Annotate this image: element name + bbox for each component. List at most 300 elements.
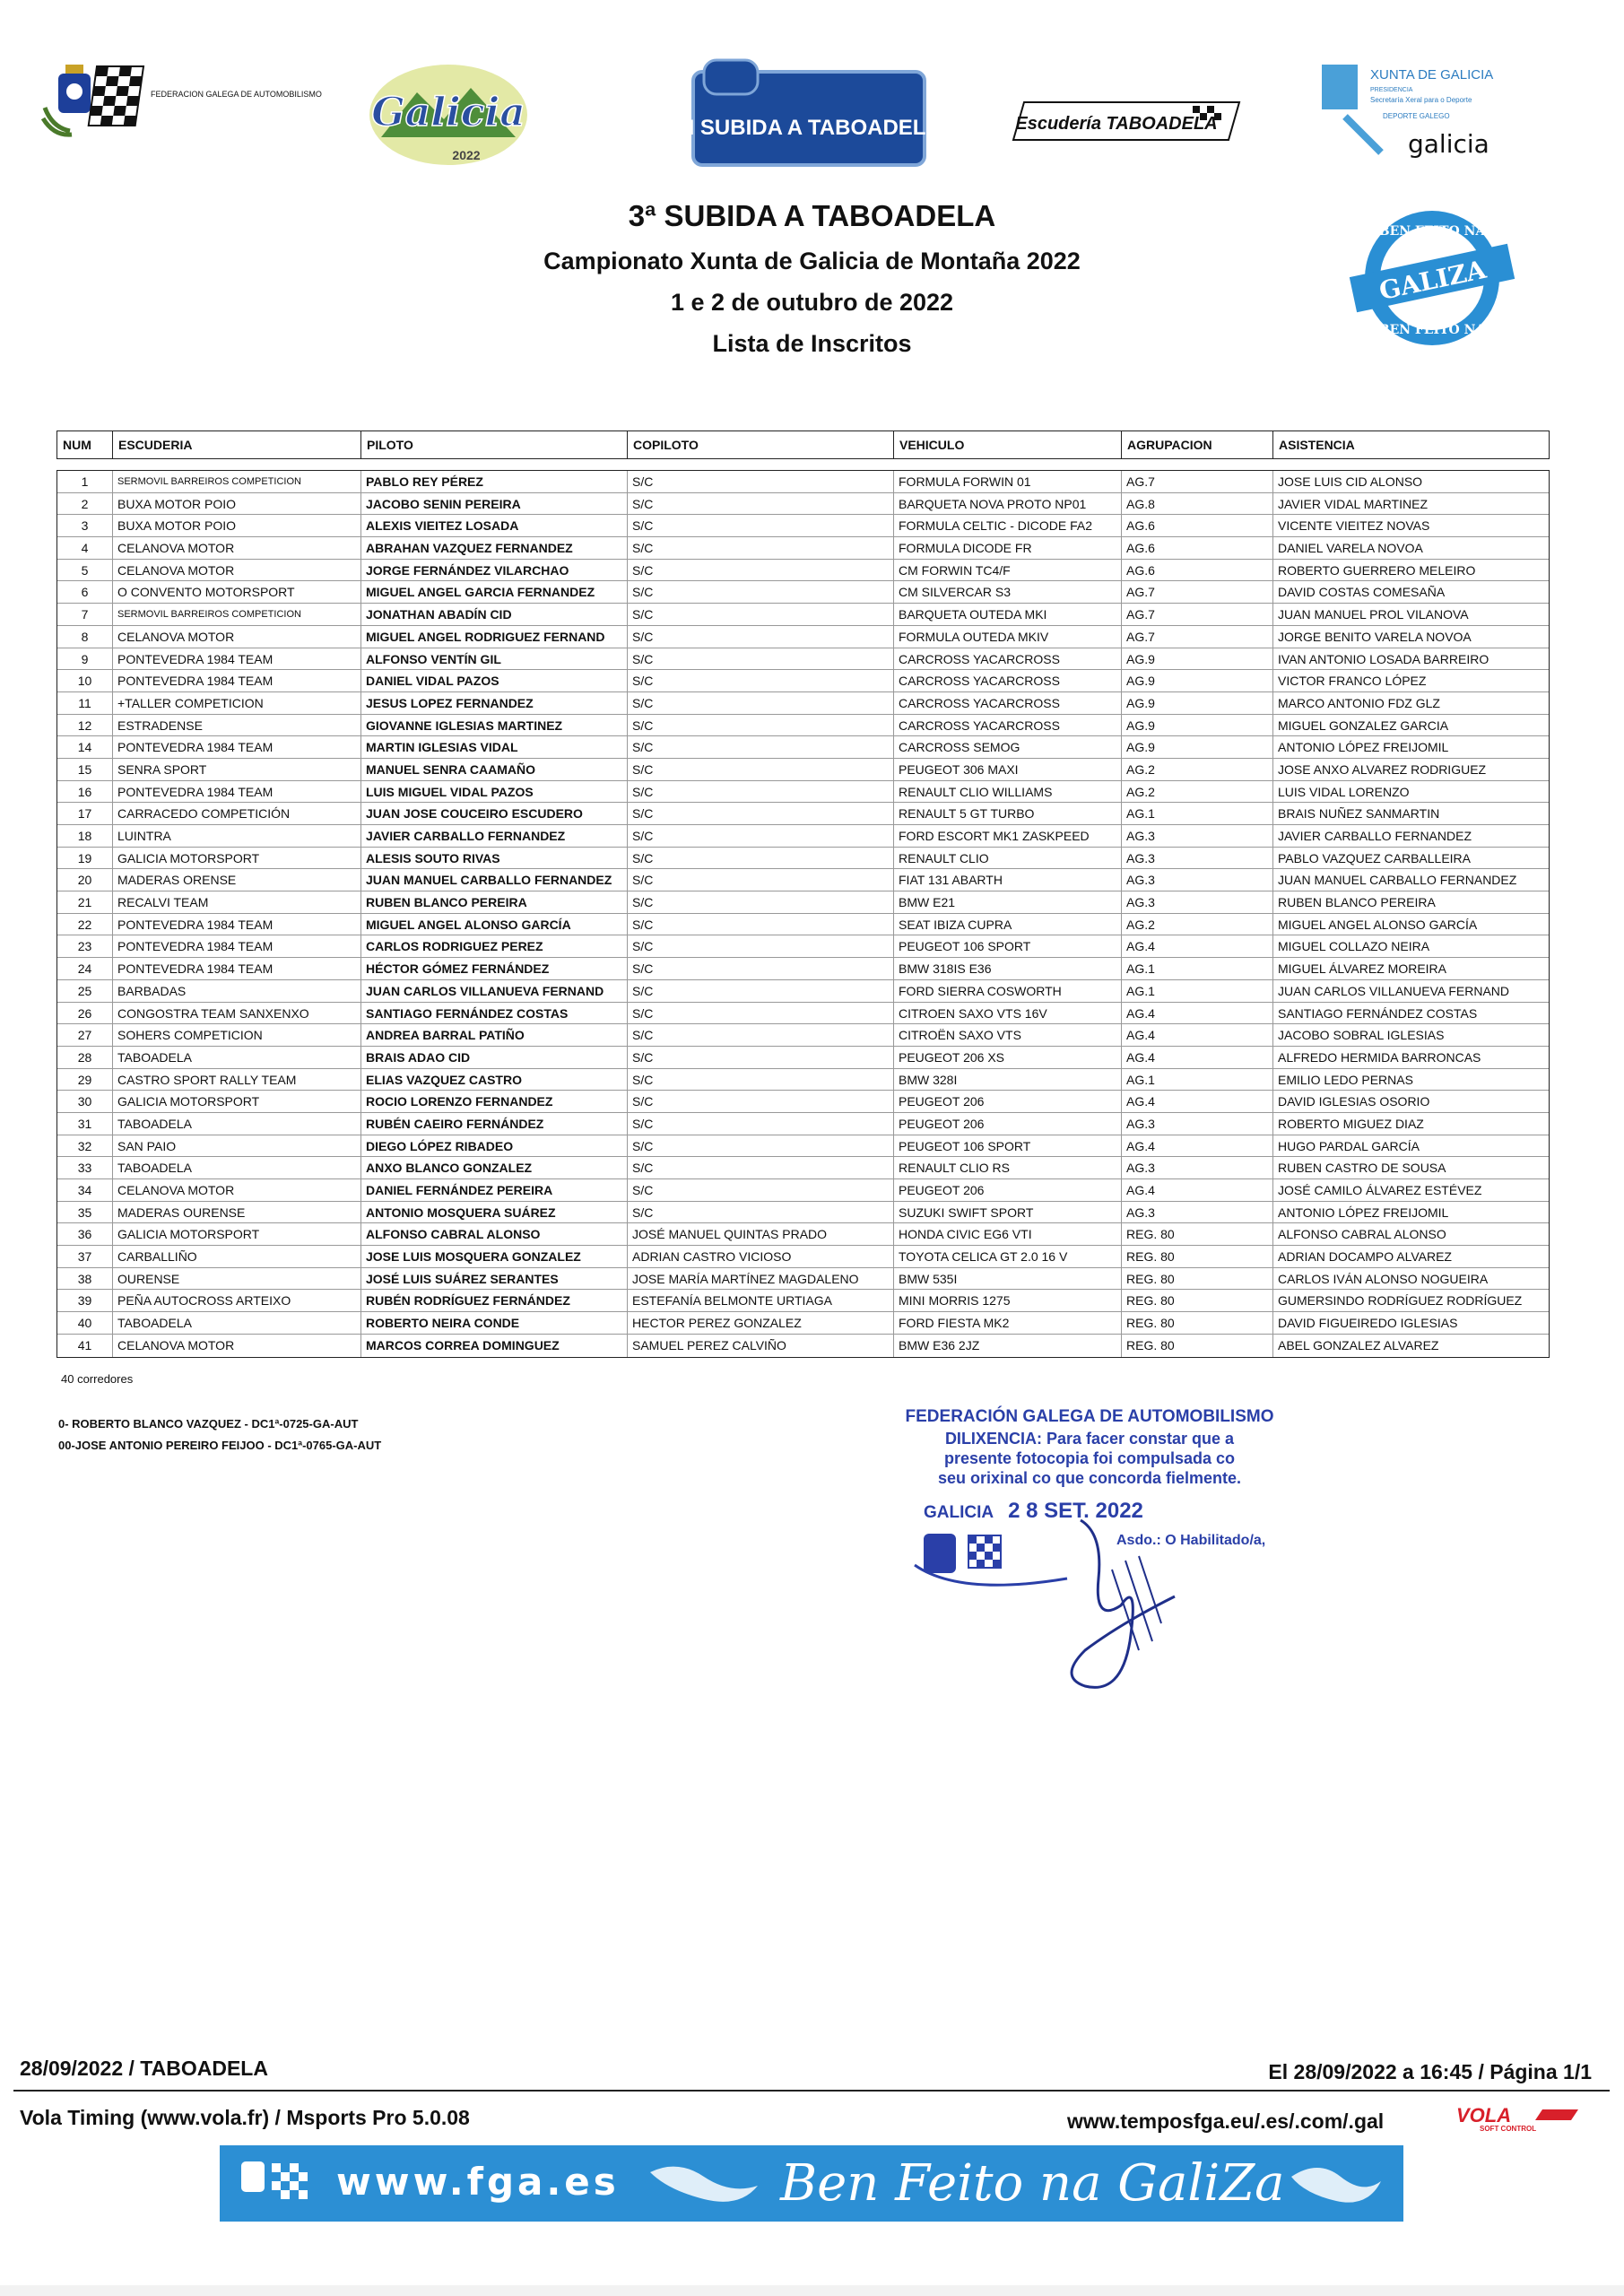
- cell-agrupacion: AG.9: [1122, 648, 1273, 670]
- cell-copiloto: SAMUEL PEREZ CALVIÑO: [628, 1335, 894, 1357]
- cell-agrupacion: AG.3: [1122, 825, 1273, 847]
- cell-copiloto: S/C: [628, 935, 894, 957]
- cell-copiloto: S/C: [628, 891, 894, 913]
- table-row: [57, 1135, 1549, 1158]
- cell-asistencia: JAVIER VIDAL MARTINEZ: [1278, 496, 1428, 511]
- cell-vehiculo: HONDA CIVIC EG6 VTI: [894, 1223, 1122, 1245]
- cell-copiloto: S/C: [628, 825, 894, 847]
- cell-copiloto: S/C: [628, 1179, 894, 1201]
- cell-asistencia: RUBEN BLANCO PEREIRA: [1278, 895, 1436, 910]
- cell-copiloto: S/C: [628, 914, 894, 935]
- cell-escuderia: SAN PAIO: [113, 1135, 361, 1157]
- cell-num: 20: [57, 869, 113, 891]
- footer-software: Vola Timing (www.vola.fr) / Msports Pro 5.0.08: [20, 2106, 470, 2129]
- vola-brand: VOLA: [1456, 2104, 1512, 2126]
- cell-piloto: ROCIO LORENZO FERNANDEZ: [361, 1091, 628, 1112]
- cell-agrupacion: REG. 80: [1122, 1312, 1273, 1334]
- cell-agrupacion: AG.7: [1122, 604, 1273, 625]
- table-row: [57, 980, 1549, 1003]
- cell-escuderia: PONTEVEDRA 1984 TEAM: [113, 670, 361, 691]
- cell-vehiculo: FORD ESCORT MK1 ZASKPEED: [894, 825, 1122, 847]
- cell-vehiculo: FORD SIERRA COSWORTH: [894, 980, 1122, 1002]
- cell-num: 30: [57, 1091, 113, 1112]
- cell-piloto: DANIEL VIDAL PAZOS: [361, 670, 628, 691]
- cell-agrupacion: AG.6: [1122, 537, 1273, 559]
- cell-asistencia: HUGO PARDAL GARCÍA: [1278, 1138, 1420, 1153]
- cell-asistencia: DAVID IGLESIAS OSORIO: [1278, 1094, 1430, 1109]
- cell-asistencia: IVAN ANTONIO LOSADA BARREIRO: [1278, 651, 1489, 666]
- cell-num: 23: [57, 935, 113, 957]
- cell-asistencia: JUAN MANUEL PROL VILANOVA: [1278, 607, 1469, 622]
- cell-num: 16: [57, 781, 113, 803]
- cell-escuderia: CONGOSTRA TEAM SANXENXO: [113, 1003, 361, 1024]
- cell-escuderia: RECALVI TEAM: [113, 891, 361, 913]
- table-row: [57, 537, 1549, 560]
- cell-escuderia: CELANOVA MOTOR: [113, 1179, 361, 1201]
- cell-piloto: GIOVANNE IGLESIAS MARTINEZ: [361, 715, 628, 736]
- cell-num: 27: [57, 1024, 113, 1046]
- cell-num: 36: [57, 1223, 113, 1245]
- cell-num: 6: [57, 581, 113, 603]
- cell-piloto: MARCOS CORREA DOMINGUEZ: [361, 1335, 628, 1357]
- cell-piloto: JOSE LUIS MOSQUERA GONZALEZ: [361, 1246, 628, 1267]
- cell-copiloto: S/C: [628, 869, 894, 891]
- stamp-line-3: seu orixinal co que concorda fielmente.: [937, 1469, 1242, 1487]
- cell-copiloto: S/C: [628, 958, 894, 979]
- cell-agrupacion: AG.3: [1122, 869, 1273, 891]
- cell-num: 28: [57, 1047, 113, 1068]
- cell-num: 12: [57, 715, 113, 736]
- cell-agrupacion: REG. 80: [1122, 1223, 1273, 1245]
- cell-num: 21: [57, 891, 113, 913]
- cell-escuderia: GALICIA MOTORSPORT: [113, 1091, 361, 1112]
- cell-copiloto: S/C: [628, 692, 894, 714]
- cell-agrupacion: AG.3: [1122, 848, 1273, 869]
- banner-galicia-map-icon: [641, 2154, 767, 2213]
- cell-copiloto: S/C: [628, 781, 894, 803]
- header-num: NUM: [57, 431, 113, 458]
- table-row: [57, 958, 1549, 980]
- xunta-line5: galicia: [1408, 129, 1489, 159]
- cell-copiloto: S/C: [628, 1024, 894, 1046]
- cell-vehiculo: PEUGEOT 206: [894, 1179, 1122, 1201]
- cell-num: 3: [57, 515, 113, 536]
- cell-piloto: ANTONIO MOSQUERA SUÁREZ: [361, 1202, 628, 1223]
- cell-vehiculo: BMW 318IS E36: [894, 958, 1122, 979]
- cell-asistencia: ALFREDO HERMIDA BARRONCAS: [1278, 1049, 1481, 1065]
- cell-vehiculo: CARCROSS YACARCROSS: [894, 648, 1122, 670]
- cell-vehiculo: CARCROSS YACARCROSS: [894, 692, 1122, 714]
- table-row: [57, 471, 1549, 493]
- table-row: [57, 935, 1549, 958]
- cell-agrupacion: AG.8: [1122, 493, 1273, 515]
- table-row: [57, 560, 1549, 582]
- cell-copiloto: S/C: [628, 1202, 894, 1223]
- scan-bottom-edge: [0, 2285, 1624, 2296]
- table-row: [57, 581, 1549, 604]
- cell-asistencia: LUIS VIDAL LORENZO: [1278, 784, 1410, 799]
- cell-agrupacion: AG.4: [1122, 935, 1273, 957]
- cell-escuderia: CELANOVA MOTOR: [113, 626, 361, 648]
- cell-asistencia: ABEL GONZALEZ ALVAREZ: [1278, 1337, 1439, 1352]
- cell-asistencia: DAVID COSTAS COMESAÑA: [1278, 585, 1446, 600]
- cell-escuderia: CELANOVA MOTOR: [113, 560, 361, 581]
- cell-asistencia: CARLOS IVÁN ALONSO NOGUEIRA: [1278, 1271, 1489, 1286]
- cell-escuderia: GALICIA MOTORSPORT: [113, 848, 361, 869]
- cell-vehiculo: CARCROSS SEMOG: [894, 736, 1122, 758]
- cell-vehiculo: RENAULT 5 GT TURBO: [894, 803, 1122, 824]
- table-header: [56, 430, 1550, 459]
- cell-agrupacion: REG. 80: [1122, 1268, 1273, 1290]
- cell-num: 8: [57, 626, 113, 648]
- cell-piloto: DANIEL FERNÁNDEZ PEREIRA: [361, 1179, 628, 1201]
- cell-asistencia: GUMERSINDO RODRÍGUEZ RODRÍGUEZ: [1278, 1293, 1523, 1309]
- cell-piloto: LUIS MIGUEL VIDAL PAZOS: [361, 781, 628, 803]
- table-row: [57, 515, 1549, 537]
- cell-vehiculo: RENAULT CLIO: [894, 848, 1122, 869]
- cell-asistencia: JAVIER CARBALLO FERNANDEZ: [1278, 829, 1472, 843]
- cell-num: 19: [57, 848, 113, 869]
- cell-copiloto: S/C: [628, 537, 894, 559]
- stamp-place: GALICIA: [924, 1503, 994, 1522]
- cell-asistencia: ROBERTO GUERRERO MELEIRO: [1278, 562, 1476, 578]
- cell-escuderia: PEÑA AUTOCROSS ARTEIXO: [113, 1290, 361, 1311]
- cell-vehiculo: CARCROSS YACARCROSS: [894, 670, 1122, 691]
- cell-agrupacion: AG.7: [1122, 626, 1273, 648]
- cell-escuderia: PONTEVEDRA 1984 TEAM: [113, 914, 361, 935]
- entries-table: [56, 470, 1550, 1358]
- table-row: [57, 648, 1549, 671]
- cell-vehiculo: FORMULA CELTIC - DICODE FA2: [894, 515, 1122, 536]
- cell-asistencia: DANIEL VARELA NOVOA: [1278, 541, 1423, 556]
- cell-asistencia: JORGE BENITO VARELA NOVOA: [1278, 629, 1472, 644]
- cell-copiloto: S/C: [628, 980, 894, 1002]
- subida-logo-text: III SUBIDA A TABOADELA: [676, 116, 942, 140]
- fga-logo-text: FEDERACION GALEGA DE AUTOMOBILISMO: [151, 90, 322, 99]
- table-row: [57, 493, 1549, 516]
- cell-asistencia: SANTIAGO FERNÁNDEZ COSTAS: [1278, 1005, 1478, 1021]
- table-row: [57, 848, 1549, 870]
- cell-copiloto: S/C: [628, 670, 894, 691]
- cell-escuderia: SERMOVIL BARREIROS COMPETICION: [113, 604, 361, 625]
- stamp-signatory: Asdo.: O Habilitado/a,: [1116, 1533, 1266, 1548]
- cell-num: 24: [57, 958, 113, 979]
- note-line-2: 00-JOSE ANTONIO PEREIRO FEIJOO - DC1ª-0765-GA-AUT: [58, 1439, 382, 1452]
- fga-banner: [220, 2145, 1403, 2222]
- table-row: [57, 1047, 1549, 1069]
- cell-num: 1: [57, 471, 113, 492]
- cell-agrupacion: AG.4: [1122, 1047, 1273, 1068]
- cell-escuderia: PONTEVEDRA 1984 TEAM: [113, 648, 361, 670]
- cell-copiloto: S/C: [628, 803, 894, 824]
- cell-copiloto: HECTOR PEREZ GONZALEZ: [628, 1312, 894, 1334]
- cell-piloto: JAVIER CARBALLO FERNANDEZ: [361, 825, 628, 847]
- banner-fga-emblem-icon: [239, 2156, 320, 2212]
- table-row: [57, 1202, 1549, 1224]
- galicia-logo-text: Galicia: [371, 90, 525, 135]
- cell-vehiculo: CARCROSS YACARCROSS: [894, 715, 1122, 736]
- header-vehiculo: VEHICULO: [894, 431, 1122, 458]
- cell-asistencia: RUBEN CASTRO DE SOUSA: [1278, 1161, 1446, 1176]
- cell-agrupacion: AG.4: [1122, 1024, 1273, 1046]
- table-row: [57, 1003, 1549, 1025]
- cell-agrupacion: AG.9: [1122, 736, 1273, 758]
- table-row: [57, 759, 1549, 781]
- cell-num: 40: [57, 1312, 113, 1334]
- header-piloto: PILOTO: [361, 431, 628, 458]
- cell-escuderia: TABOADELA: [113, 1312, 361, 1334]
- cell-piloto: JORGE FERNÁNDEZ VILARCHAO: [361, 560, 628, 581]
- table-row: [57, 692, 1549, 715]
- cell-vehiculo: SUZUKI SWIFT SPORT: [894, 1202, 1122, 1223]
- cell-agrupacion: AG.9: [1122, 692, 1273, 714]
- cell-vehiculo: FIAT 131 ABARTH: [894, 869, 1122, 891]
- cell-piloto: MANUEL SENRA CAAMAÑO: [361, 759, 628, 780]
- cell-escuderia: +TALLER COMPETICION: [113, 692, 361, 714]
- banner-slogan: Ben Feito na GaliZa: [780, 2154, 1285, 2213]
- cell-copiloto: S/C: [628, 560, 894, 581]
- cell-asistencia: VICENTE VIEITEZ NOVAS: [1278, 518, 1430, 534]
- cell-vehiculo: BMW E36 2JZ: [894, 1335, 1122, 1357]
- cell-asistencia: ADRIAN DOCAMPO ALVAREZ: [1278, 1249, 1452, 1265]
- note-line-1: 0- ROBERTO BLANCO VAZQUEZ - DC1ª-0725-GA-AUT: [58, 1417, 359, 1431]
- xunta-line3: Secretaría Xeral para o Deporte: [1370, 96, 1472, 104]
- cell-escuderia: CARRACEDO COMPETICIÓN: [113, 803, 361, 824]
- cell-piloto: ABRAHAN VAZQUEZ FERNANDEZ: [361, 537, 628, 559]
- table-row: [57, 736, 1549, 759]
- cell-num: 37: [57, 1246, 113, 1267]
- cell-copiloto: S/C: [628, 1091, 894, 1112]
- table-row: [57, 1290, 1549, 1312]
- table-row: [57, 869, 1549, 891]
- cell-piloto: CARLOS RODRIGUEZ PEREZ: [361, 935, 628, 957]
- cell-agrupacion: AG.4: [1122, 1003, 1273, 1024]
- table-row: [57, 1091, 1549, 1113]
- cell-copiloto: S/C: [628, 471, 894, 492]
- event-dates: 1 e 2 de outubro de 2022: [670, 289, 954, 316]
- cell-escuderia: CASTRO SPORT RALLY TEAM: [113, 1069, 361, 1091]
- table-row: [57, 803, 1549, 825]
- cell-copiloto: S/C: [628, 626, 894, 648]
- header-copiloto: COPILOTO: [628, 431, 894, 458]
- cell-vehiculo: BMW 535I: [894, 1268, 1122, 1290]
- cell-asistencia: PABLO VAZQUEZ CARBALLEIRA: [1278, 850, 1471, 865]
- cell-vehiculo: FORMULA OUTEDA MKIV: [894, 626, 1122, 648]
- cell-piloto: PABLO REY PÉREZ: [361, 471, 628, 492]
- cell-agrupacion: AG.2: [1122, 781, 1273, 803]
- banner-website[interactable]: www.fga.es: [336, 2160, 620, 2204]
- cell-piloto: JOSÉ LUIS SUÁREZ SERANTES: [361, 1268, 628, 1290]
- cell-copiloto: S/C: [628, 1003, 894, 1024]
- cell-copiloto: S/C: [628, 1135, 894, 1157]
- cell-vehiculo: BMW 328I: [894, 1069, 1122, 1091]
- cell-num: 18: [57, 825, 113, 847]
- cell-asistencia: JOSÉ CAMILO ÁLVAREZ ESTÉVEZ: [1278, 1183, 1482, 1197]
- footer-website[interactable]: www.temposfga.eu/.es/.com/.gal: [1067, 2109, 1385, 2133]
- cell-asistencia: JOSE ANXO ALVAREZ RODRIGUEZ: [1278, 761, 1487, 777]
- cell-piloto: JUAN CARLOS VILLANUEVA FERNAND: [361, 980, 628, 1002]
- footer-date-location: 28/09/2022 / TABOADELA: [20, 2057, 268, 2080]
- cell-vehiculo: CITROËN SAXO VTS: [894, 1024, 1122, 1046]
- cell-vehiculo: CITROEN SAXO VTS 16V: [894, 1003, 1122, 1024]
- cell-piloto: MARTIN IGLESIAS VIDAL: [361, 736, 628, 758]
- cell-agrupacion: AG.3: [1122, 1113, 1273, 1135]
- table-row: [57, 825, 1549, 848]
- cell-escuderia: PONTEVEDRA 1984 TEAM: [113, 935, 361, 957]
- stamp-line-1: DILIXENCIA: Para facer constar que a: [944, 1430, 1235, 1448]
- cell-piloto: ROBERTO NEIRA CONDE: [361, 1312, 628, 1334]
- handwritten-signature: [906, 1516, 1282, 1704]
- cell-copiloto: S/C: [628, 493, 894, 515]
- cell-vehiculo: RENAULT CLIO RS: [894, 1157, 1122, 1178]
- cell-piloto: HÉCTOR GÓMEZ FERNÁNDEZ: [361, 958, 628, 979]
- cell-piloto: RUBÉN RODRÍGUEZ FERNÁNDEZ: [361, 1290, 628, 1311]
- cell-vehiculo: PEUGEOT 306 MAXI: [894, 759, 1122, 780]
- cell-num: 14: [57, 736, 113, 758]
- table-row: [57, 1157, 1549, 1179]
- cell-piloto: ANDREA BARRAL PATIÑO: [361, 1024, 628, 1046]
- cell-piloto: JESUS LOPEZ FERNANDEZ: [361, 692, 628, 714]
- xunta-line1: XUNTA DE GALICIA: [1370, 67, 1494, 83]
- footer-divider: [13, 2090, 1610, 2092]
- benfeito-mid: GALIZA: [1376, 254, 1489, 307]
- cell-agrupacion: AG.9: [1122, 715, 1273, 736]
- cell-num: 41: [57, 1335, 113, 1357]
- cell-asistencia: BRAIS NUÑEZ SANMARTIN: [1278, 806, 1440, 822]
- cell-num: 32: [57, 1135, 113, 1157]
- vola-sub: SOFT CONTROL: [1480, 2125, 1537, 2133]
- cell-escuderia: BUXA MOTOR POIO: [113, 515, 361, 536]
- cell-asistencia: ALFONSO CABRAL ALONSO: [1278, 1227, 1446, 1242]
- footer-timestamp-page: El 28/09/2022 a 16:45 / Página 1/1: [1268, 2060, 1592, 2083]
- cell-escuderia: ESTRADENSE: [113, 715, 361, 736]
- table-row: [57, 1223, 1549, 1246]
- cell-piloto: ELIAS VAZQUEZ CASTRO: [361, 1069, 628, 1091]
- cell-agrupacion: AG.1: [1122, 1069, 1273, 1091]
- cell-agrupacion: AG.9: [1122, 670, 1273, 691]
- table-row: [57, 1246, 1549, 1268]
- cell-escuderia: PONTEVEDRA 1984 TEAM: [113, 736, 361, 758]
- table-row: [57, 1335, 1549, 1357]
- cell-piloto: BRAIS ADAO CID: [361, 1047, 628, 1068]
- cell-piloto: MIGUEL ANGEL GARCIA FERNANDEZ: [361, 581, 628, 603]
- table-row: [57, 1069, 1549, 1091]
- cell-agrupacion: AG.1: [1122, 803, 1273, 824]
- cell-vehiculo: FORMULA DICODE FR: [894, 537, 1122, 559]
- cell-num: 25: [57, 980, 113, 1002]
- cell-asistencia: MIGUEL COLLAZO NEIRA: [1278, 939, 1430, 954]
- cell-vehiculo: PEUGEOT 206 XS: [894, 1047, 1122, 1068]
- xunta-galicia-logo: [1318, 63, 1533, 179]
- cell-agrupacion: AG.6: [1122, 560, 1273, 581]
- cell-num: 11: [57, 692, 113, 714]
- cell-escuderia: PONTEVEDRA 1984 TEAM: [113, 781, 361, 803]
- table-row: [57, 1179, 1549, 1202]
- cell-asistencia: ANTONIO LÓPEZ FREIJOMIL: [1278, 740, 1449, 755]
- cell-vehiculo: PEUGEOT 106 SPORT: [894, 1135, 1122, 1157]
- cell-copiloto: S/C: [628, 1069, 894, 1091]
- cell-num: 34: [57, 1179, 113, 1201]
- cell-escuderia: SERMOVIL BARREIROS COMPETICION: [113, 471, 361, 492]
- cell-agrupacion: AG.6: [1122, 515, 1273, 536]
- cell-num: 15: [57, 759, 113, 780]
- cell-copiloto: S/C: [628, 759, 894, 780]
- cell-num: 10: [57, 670, 113, 691]
- cell-escuderia: BARBADAS: [113, 980, 361, 1002]
- cell-asistencia: ANTONIO LÓPEZ FREIJOMIL: [1278, 1205, 1449, 1220]
- benfeito-bottom: BEN FEITO NA: [1378, 323, 1486, 337]
- table-row: [57, 1024, 1549, 1047]
- cell-num: 38: [57, 1268, 113, 1290]
- cell-agrupacion: AG.3: [1122, 1202, 1273, 1223]
- cell-escuderia: MADERAS ORENSE: [113, 869, 361, 891]
- cell-vehiculo: RENAULT CLIO WILLIAMS: [894, 781, 1122, 803]
- cell-copiloto: S/C: [628, 848, 894, 869]
- table-row: [57, 670, 1549, 692]
- cell-asistencia: EMILIO LEDO PERNAS: [1278, 1072, 1413, 1087]
- cell-agrupacion: REG. 80: [1122, 1335, 1273, 1357]
- cell-agrupacion: AG.4: [1122, 1179, 1273, 1201]
- cell-copiloto: JOSÉ MANUEL QUINTAS PRADO: [628, 1223, 894, 1245]
- cell-copiloto: S/C: [628, 1157, 894, 1178]
- cell-escuderia: OURENSE: [113, 1268, 361, 1290]
- cell-num: 29: [57, 1069, 113, 1091]
- cell-agrupacion: AG.7: [1122, 471, 1273, 492]
- cell-copiloto: S/C: [628, 581, 894, 603]
- cell-escuderia: PONTEVEDRA 1984 TEAM: [113, 958, 361, 979]
- cell-piloto: DIEGO LÓPEZ RIBADEO: [361, 1135, 628, 1157]
- cell-agrupacion: AG.2: [1122, 914, 1273, 935]
- cell-piloto: ALFONSO CABRAL ALONSO: [361, 1223, 628, 1245]
- cell-copiloto: S/C: [628, 604, 894, 625]
- benfeito-top: BEN FEITO NA: [1378, 224, 1486, 239]
- cell-num: 2: [57, 493, 113, 515]
- cell-agrupacion: AG.2: [1122, 759, 1273, 780]
- cell-num: 33: [57, 1157, 113, 1178]
- cell-piloto: ALFONSO VENTÍN GIL: [361, 648, 628, 670]
- table-row: [57, 1268, 1549, 1291]
- cell-piloto: RUBÉN CAEIRO FERNÁNDEZ: [361, 1113, 628, 1135]
- cell-piloto: ALESIS SOUTO RIVAS: [361, 848, 628, 869]
- cell-asistencia: MARCO ANTONIO FDZ GLZ: [1278, 695, 1440, 710]
- stamp-line-2: presente fotocopia foi compulsada co: [943, 1449, 1236, 1467]
- cell-asistencia: MIGUEL ÁLVAREZ MOREIRA: [1278, 961, 1446, 977]
- table-row: [57, 914, 1549, 936]
- cell-piloto: MIGUEL ANGEL ALONSO GARCÍA: [361, 914, 628, 935]
- cell-vehiculo: PEUGEOT 206: [894, 1091, 1122, 1112]
- event-title: 3ª SUBIDA A TABOADELA: [628, 199, 996, 232]
- cell-agrupacion: AG.7: [1122, 581, 1273, 603]
- cell-vehiculo: CM SILVERCAR S3: [894, 581, 1122, 603]
- cell-num: 22: [57, 914, 113, 935]
- cell-vehiculo: FORMULA FORWIN 01: [894, 471, 1122, 492]
- stamp-date: 2 8 SET. 2022: [1008, 1499, 1143, 1523]
- xunta-line4: DEPORTE GALEGO: [1383, 112, 1450, 120]
- cell-asistencia: JACOBO SOBRAL IGLESIAS: [1278, 1028, 1445, 1043]
- galicia-logo-year: 2022: [452, 148, 481, 162]
- cell-agrupacion: AG.3: [1122, 891, 1273, 913]
- cell-copiloto: S/C: [628, 1047, 894, 1068]
- header-escuderia: ESCUDERIA: [113, 431, 361, 458]
- cell-copiloto: S/C: [628, 648, 894, 670]
- cell-asistencia: VICTOR FRANCO LÓPEZ: [1278, 674, 1427, 689]
- table-row: [57, 626, 1549, 648]
- cell-vehiculo: CM FORWIN TC4/F: [894, 560, 1122, 581]
- cell-escuderia: CARBALLIÑO: [113, 1246, 361, 1267]
- table-row: [57, 604, 1549, 626]
- header-asistencia: ASISTENCIA: [1279, 438, 1355, 452]
- cell-agrupacion: AG.4: [1122, 1135, 1273, 1157]
